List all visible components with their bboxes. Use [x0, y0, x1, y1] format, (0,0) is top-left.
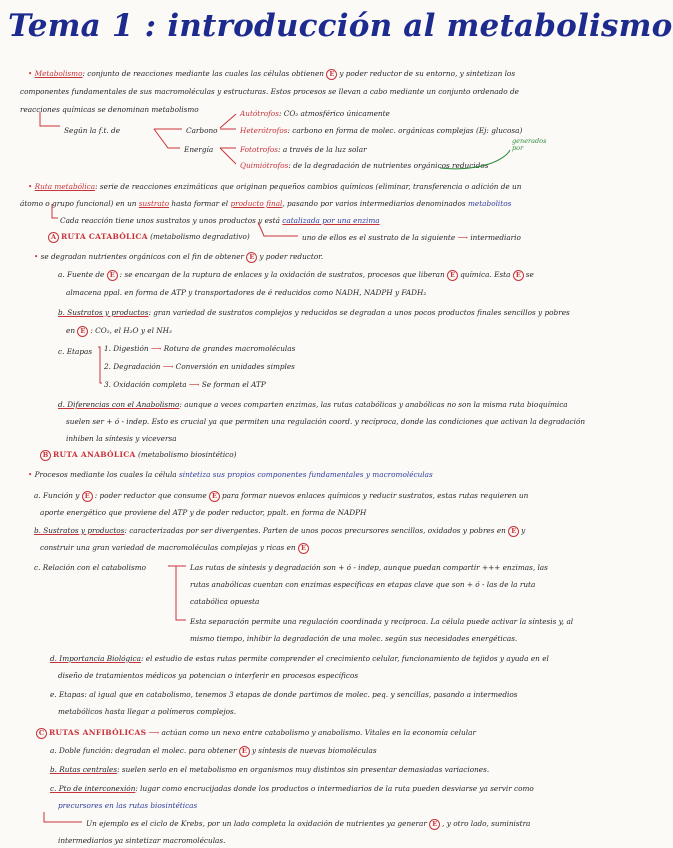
arrow-to-autotrofos	[220, 114, 236, 128]
anfibolica-example-text-2: , y otro lado, suministra	[442, 819, 531, 828]
arrow-relacion-2	[176, 566, 186, 620]
etapa-3	[104, 380, 266, 389]
heterotrofos-term: Heterótrofos	[240, 126, 288, 135]
energia-label: Energía	[184, 145, 214, 154]
energy-circle-icon: E	[508, 526, 519, 537]
fototrofos-def: : a través de la luz solar	[278, 145, 367, 154]
anabolica-b-l2	[40, 543, 311, 554]
energy-circle-icon: E	[239, 746, 250, 757]
anabolica-a-text-2: para formar nuevos enlaces químicos y reducir sustratos, estas rutas requieren un	[221, 491, 529, 500]
anabolica-title: RUTA ANABÓLICA	[53, 450, 136, 459]
catabolica-title: RUTA CATABÓLICA	[61, 232, 148, 241]
anabolica-b-text-2: y	[521, 526, 526, 535]
anfibolica-c	[50, 784, 534, 793]
autotrofos-line	[240, 109, 390, 118]
etapa-3-result: Se forman el ATP	[201, 380, 266, 389]
anfibolica-a-text: : degradan el molec. para obtener	[110, 746, 237, 755]
anfibolica-example-text: Un ejemplo es el ciclo de Krebs, por un lado completa la oxidación de nutrientes ya generar	[86, 819, 427, 828]
anabolica-d	[50, 654, 549, 663]
catabolica-sub: (metabolismo degradativo)	[150, 232, 250, 241]
ruta-l2a: átomo o grupo funcional) en un	[20, 199, 137, 208]
metabolismo-def-b: y poder reductor de su entorno, y sintetizan los	[339, 69, 516, 78]
anfibolica-c-label: c. Pto de interconexión	[50, 784, 136, 793]
ruta-l2c: hasta formar el	[171, 199, 229, 208]
relacion-line-4: Esta separación permite una regulación coordinada y recíproca. La célula puede activar la síntesis y, al	[190, 617, 574, 626]
ruta-term: Ruta metabólica	[34, 182, 96, 191]
energy-circle-icon: E	[107, 270, 118, 281]
anabolica-a-label: a. Función y	[34, 491, 80, 500]
energy-circle-icon: E	[246, 252, 257, 263]
anfibolica-example-l2: intermediarios ya sintetizar macromoléculas.	[58, 836, 226, 845]
anabolica-b	[34, 526, 525, 537]
bullet-icon: •	[34, 252, 41, 261]
anabolica-d-l2: diseño de tratamientos médicos ya potencian o interferir en procesos específicos	[58, 671, 359, 680]
etapa-2	[104, 362, 295, 371]
anabolica-e	[50, 690, 518, 699]
anfibolica-heading	[36, 728, 476, 739]
anabolica-a-l2: aporte energético que proviene del ATP y de poder reductor, ppalt. en forma de NADPH	[40, 508, 367, 517]
etapa-1-name: 1. Digestión	[104, 344, 149, 353]
arrow-icon: ⟶	[457, 233, 468, 242]
catabolica-d-label: d. Diferencias con el Anabolismo	[58, 400, 180, 409]
energy-circle-icon: E	[447, 270, 458, 281]
quimiotrofos-line	[240, 161, 488, 170]
catabolica-intro	[34, 252, 323, 263]
catabolica-b-label: b. Sustratos y productos	[58, 308, 149, 317]
anfibolica-example	[86, 819, 530, 830]
catabolica-a-text: : se encargan de la ruptura de enlaces y la oxidación de sustratos, procesos que liberan	[119, 270, 445, 279]
anabolica-intro-text: Procesos mediante los cuales la célula	[34, 470, 177, 479]
arrow-icon: ⟶	[162, 362, 174, 371]
etapas-label: c. Etapas	[58, 347, 93, 356]
anabolica-d-label: d. Importancia Biológica	[50, 654, 141, 663]
metabolismo-line-3: reacciones químicas se denominan metabolismo	[20, 105, 199, 114]
catabolica-a-text-3: se	[525, 270, 534, 279]
ruta-line-1	[28, 182, 521, 191]
catabolica-b-l2-b: : CO₂, el H₂O y el NH₃	[90, 326, 172, 335]
ruta-line-2	[20, 199, 511, 208]
catabolica-intro-text-2: y poder reductor.	[259, 252, 324, 261]
arrow-icon: ⟶	[188, 380, 200, 389]
etapa-1-result: Rotura de grandes macromoléculas	[163, 344, 296, 353]
energy-circle-icon: E	[429, 819, 440, 830]
anabolica-b-text: : caracterizadas por ser divergentes. Parten de unos pocos precursores sencillos, oxidados y pobres en	[124, 526, 506, 535]
anfibolica-intro: actúan como un nexo entre catabolismo y anabolismo. Vitales en la economía celular	[161, 728, 476, 737]
etapas-bracket	[98, 347, 102, 383]
arrow-to-fuente	[40, 112, 60, 126]
ruta-enzima: catalizada por una enzima	[282, 216, 380, 225]
energy-circle-icon: E	[209, 491, 220, 502]
catabolica-b-l2	[66, 326, 172, 337]
catabolica-b-l2-a: en	[66, 326, 76, 335]
heterotrofos-line	[240, 126, 522, 135]
catabolica-d-text: : aunque a veces comparten enzimas, las rutas catabólicas y anabólicas no son la misma ruta bioquímica	[179, 400, 568, 409]
bullet-icon: •	[28, 182, 35, 191]
arrow-to-ejemplo	[44, 812, 82, 822]
autotrofos-def: : CO₂ atmosférico únicamente	[278, 109, 390, 118]
ruta-line-4	[302, 233, 521, 242]
catabolica-d-l3: inhiben la síntesis y viceversa	[66, 434, 177, 443]
quimiotrofos-term: Quimiótrofos	[240, 161, 289, 170]
energy-circle-icon: E	[513, 270, 524, 281]
metabolismo-def: : conjunto de reacciones mediante las cuales las células obtienen	[82, 69, 324, 78]
relacion-label: c. Relación con el catabolismo	[34, 563, 147, 572]
anfibolica-a	[50, 746, 377, 757]
catabolica-a-l2: almacena ppal. en forma de ATP y transportadores de é reducidos como NADH, NADPH y FADH₂	[66, 288, 427, 297]
catabolica-a	[58, 270, 534, 281]
ruta-producto: producto final	[230, 199, 283, 208]
anabolica-intro-highlight: sintetiza sus propios componentes fundamentales y macromoléculas	[178, 470, 433, 479]
bullet-icon: •	[28, 69, 35, 78]
ruta-l4a: uno de ellos es el sustrato de la siguiente	[302, 233, 456, 242]
letter-a-icon: A	[48, 232, 59, 243]
anfibolica-b-label: b. Rutas centrales	[50, 765, 118, 774]
anabolica-heading	[40, 450, 236, 461]
autotrofos-term: Autótrofos	[240, 109, 279, 118]
anabolica-b-label: b. Sustratos y productos	[34, 526, 125, 535]
generados-por-note: generados por	[512, 137, 547, 152]
etapa-3-name: 3. Oxidación completa	[104, 380, 187, 389]
anabolica-intro	[28, 470, 433, 479]
catabolica-d	[58, 400, 568, 409]
relacion-line-3: catabólica opuesta	[190, 597, 260, 606]
etapa-2-name: 2. Degradación	[104, 362, 161, 371]
anabolica-a-text: : poder reductor que consume	[94, 491, 207, 500]
energy-circle-icon: E	[82, 491, 93, 502]
anfibolica-b	[50, 765, 489, 774]
fototrofos-term: Fototrofos	[240, 145, 279, 154]
ruta-l3a: Cada reacción tiene unos sustratos y unos productos y está	[60, 216, 280, 225]
relacion-line-2: rutas anabólicas cuentan con enzimas específicas en etapas clave que son + ó - las de la ruta	[190, 580, 536, 589]
anabolica-e-label: e. Etapas	[50, 690, 85, 699]
fuente-label: Según la f.t. de	[64, 126, 121, 135]
ruta-sustrato: sustrato	[138, 199, 170, 208]
ruta-line-3	[60, 216, 380, 225]
arrow-to-quimiotrofos	[220, 148, 236, 164]
catabolica-heading	[48, 232, 250, 243]
energy-circle-icon: E	[77, 326, 88, 337]
heterotrofos-def: : carbono en forma de molec. orgánicas complejas (Ej: glucosa)	[287, 126, 523, 135]
ruta-l2e: , pasando por varios intermediarios denominados	[282, 199, 466, 208]
relacion-line-5: mismo tiempo, inhibir la degradación de una molec. según sus necesidades energéticas.	[190, 634, 518, 643]
page-title: Tema 1 : introducción al metabolismo	[8, 8, 673, 44]
arrow-to-energia	[154, 129, 180, 148]
ruta-def: : serie de reacciones enzimáticas que originan pequeños cambios químicos (eliminar, transferencia o adición de un	[95, 182, 522, 191]
anfibolica-a-text-2: y síntesis de nuevas biomoléculas	[251, 746, 377, 755]
anfibolica-title: RUTAS ANFIBÓLICAS	[49, 728, 147, 737]
metabolismo-line-1	[28, 69, 515, 80]
metabolismo-line-2: componentes fundamentales de sus macromoléculas y estructuras. Estos procesos se llevan a cabo mediante un conjunto ordenado de	[20, 87, 519, 96]
catabolica-d-l2: suelen ser + ó - indep. Esto es crucial ya que permiten una regulación coord. y recíproca, donde las condiciones que activan la degradación	[66, 417, 586, 426]
energy-circle-icon: E	[326, 69, 337, 80]
anabolica-a	[34, 491, 528, 502]
carbono-label: Carbono	[186, 126, 218, 135]
etapa-2-result: Conversión en unidades simples	[175, 362, 295, 371]
arrow-icon: ⟶	[150, 344, 162, 353]
anabolica-b-l2-text: construir una gran variedad de macromoléculas complejas y ricas en	[40, 543, 296, 552]
energy-circle-icon: E	[298, 543, 309, 554]
fototrofos-line	[240, 145, 367, 154]
anabolica-d-text: : el estudio de estas rutas permite comprender el crecimiento celular, funcionamiento de tejidos y ayuda en el	[141, 654, 549, 663]
quimiotrofos-def: : de la degradación de nutrientes orgánicos reducidos	[288, 161, 489, 170]
anfibolica-b-text: : suelen serlo en el metabolismo en organismos muy distintos sin presentar demasiadas variaciones.	[117, 765, 490, 774]
relacion-line-1: Las rutas de síntesis y degradación son + ó - indep, aunque puedan compartir +++ enzimas, las	[190, 563, 548, 572]
metabolismo-term: Metabolismo	[34, 69, 83, 78]
letter-c-icon: C	[36, 728, 47, 739]
anfibolica-c-l2: precursores en las rutas biosintéticas	[58, 801, 198, 810]
catabolica-a-text-2: química. Esta	[460, 270, 511, 279]
catabolica-b	[58, 308, 570, 317]
ruta-metabolitos: metabolitos	[468, 199, 512, 208]
anfibolica-c-text: : lugar como encrucijadas donde los productos o intermediarios de la ruta pueden desviarse ya servir como	[135, 784, 534, 793]
anfibolica-a-label: a. Doble función	[50, 746, 111, 755]
arrow-icon: ⟶	[148, 728, 160, 737]
anabolica-sub: (metabolismo biosintético)	[137, 450, 237, 459]
ruta-intermediario: intermediario	[470, 233, 521, 242]
letter-b-icon: B	[40, 450, 51, 461]
catabolica-intro-text: se degradan nutrientes orgánicos con el fin de obtener	[40, 252, 244, 261]
anabolica-e-text: : al igual que en catabolismo, tenemos 3 etapas de donde partimos de molec. peq. y sencillas, pasando a intermedios	[84, 690, 518, 699]
etapa-1	[104, 344, 295, 353]
catabolica-b-text: : gran variedad de sustratos complejos y reducidos se degradan a unos pocos productos finales sencillos y pobres	[148, 308, 570, 317]
anabolica-e-l2: metabólicos hasta llegar a polímeros complejos.	[58, 707, 237, 716]
catabolica-a-label: a. Fuente de	[58, 270, 105, 279]
bullet-icon: •	[28, 470, 35, 479]
